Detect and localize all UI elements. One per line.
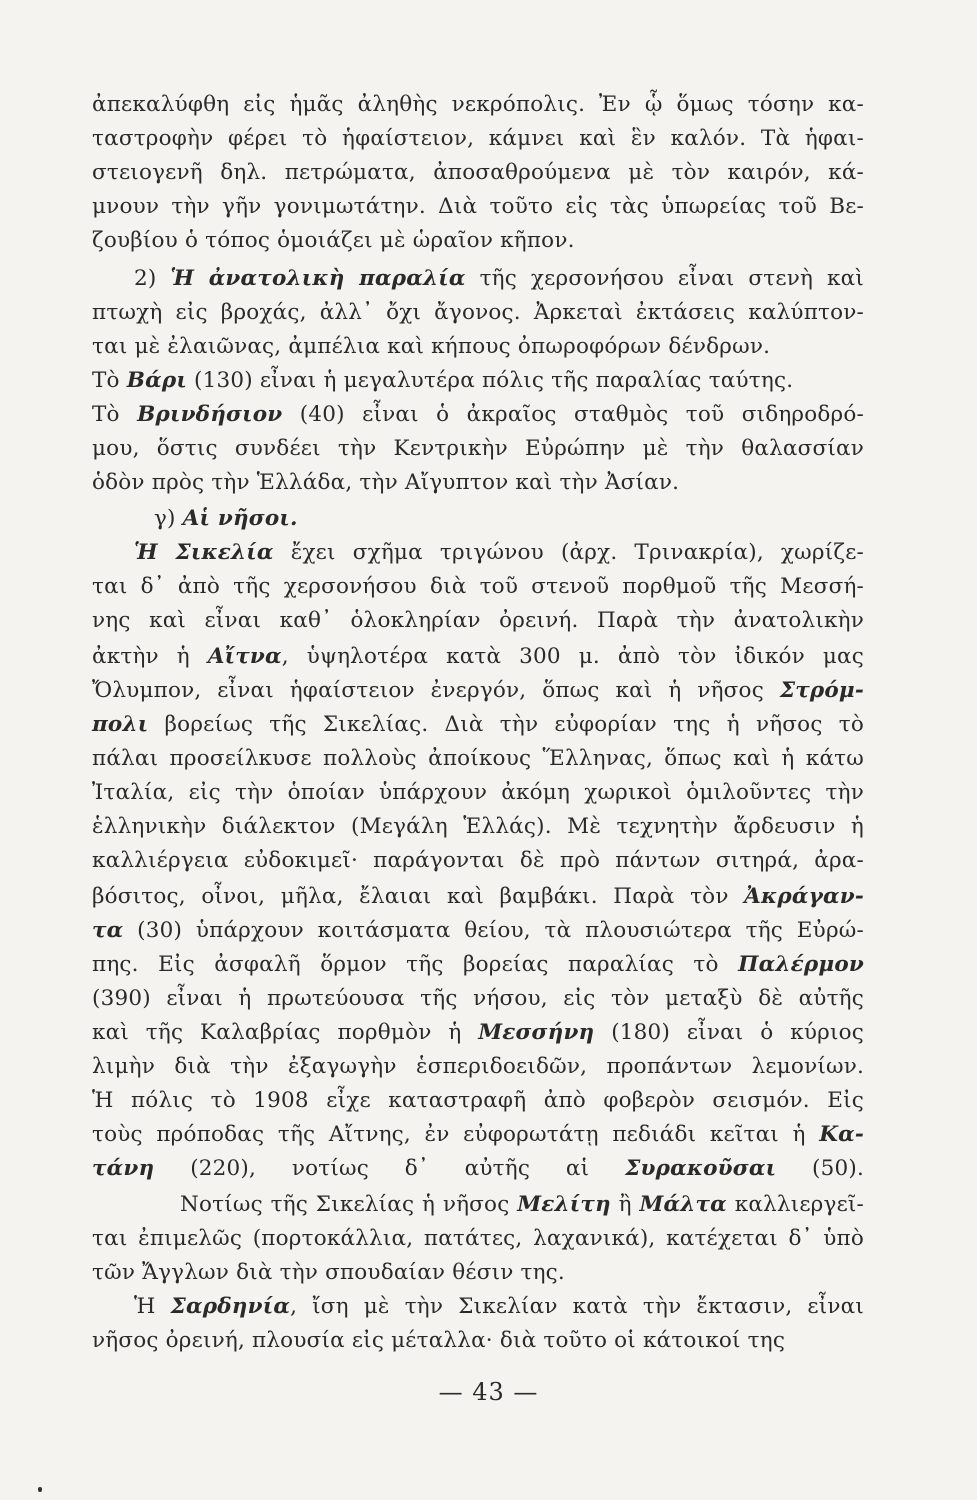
text-line (92, 948, 864, 981)
text-line (92, 640, 864, 673)
text-segment: μνουν τὴν γῆν γονιμωτάτην. Διὰ τοῦτο εἰς τὰς ὑπωρείας τοῦ Βε- (92, 194, 864, 219)
text-segment: Ἰταλία, εἰς τὴν ὁποίαν ὑπάρχουν ἀκόμη χωρικοὶ ὁμιλοῦντες τὴν (92, 780, 864, 805)
text-line (92, 604, 864, 637)
emphasized-term: Στρόμ- (779, 678, 864, 703)
text-line (92, 330, 864, 363)
text-segment: Ὄλυμπον, εἶναι ἡφαίστειον ἐνεργόν, ὅπως καὶ ἡ νῆσος (92, 678, 780, 703)
text-segment: (130) εἶναι ἡ μεγαλυτέρα πόλις τῆς παραλίας ταύτης. (186, 368, 794, 393)
emphasized-term: Ἀκράγαν- (744, 884, 864, 909)
text-segment: Τὸ (92, 368, 127, 393)
text-segment: τῶν Ἄγγλων διὰ τὴν σπουδαίαν θέσιν της. (92, 1260, 565, 1285)
text-segment: (40) εἶναι ὁ ἀκραῖος σταθμὸς τοῦ σιδηροδρό- (282, 402, 865, 427)
text-segment: , ἴση μὲ τὴν Σικελίαν κατὰ τὴν ἔκτασιν, εἶναι (290, 1294, 864, 1319)
text-segment: νῆσος ὀρεινή, πλουσία εἰς μέταλλα· διὰ τοῦτο οἱ κάτοικοί της (92, 1328, 786, 1353)
text-segment: ἔχει σχῆμα τριγώνου (ἀρχ. Τρινακρία), χωρίζε- (273, 540, 865, 565)
text-segment: (180) εἶναι ὁ κύριος (594, 1020, 864, 1045)
text-segment: ταστροφὴν φέρει τὸ ἡφαίστειον, κάμνει καὶ ἓν καλόν. Τὰ ἡφαι- (92, 126, 864, 151)
emphasized-term: Βρινδήσιον (137, 402, 283, 427)
text-segment: καλλιέργεια εὐδοκιμεῖ· παράγονται δὲ πρὸ πάντων σιτηρά, ἀρα- (92, 848, 864, 873)
text-segment: ἢ (610, 1192, 640, 1217)
text-line (92, 810, 864, 843)
emphasized-term: Συρακοῦσαι (625, 1156, 777, 1181)
emphasized-term: Αἴτνα (207, 644, 282, 669)
text-line (92, 742, 864, 775)
text-segment: ἑλληνικὴν διάλεκτον (Μεγάλη Ἑλλάς). Μὲ τεχνητὴν ἄρδευσιν ἡ (92, 814, 864, 839)
text-line (92, 844, 864, 877)
text-segment: καλλιεργεῖ- (726, 1192, 865, 1217)
text-segment: ζουβίου ὁ τόπος ὁμοιάζει μὲ ὡραῖον κῆπον. (92, 228, 575, 253)
text-line (154, 502, 864, 535)
text-segment: καὶ τῆς Καλαβρίας πορθμὸν ἡ (92, 1020, 479, 1045)
text-segment: πης. Εἰς ἀσφαλῆ ὅρμον τῆς βορείας παραλίας τὸ (92, 952, 739, 977)
emphasized-term: Σαρδηνία (170, 1294, 291, 1319)
text-segment: ἀκτὴν ἡ (92, 644, 208, 669)
text-line (92, 1324, 864, 1357)
text-line (92, 776, 864, 809)
text-segment: τοὺς πρόποδας τῆς Αἴτνης, ἐν εὐφορωτάτῃ πεδιάδι κεῖται ἡ (92, 1122, 820, 1147)
text-segment: βόσιτος, οἶνοι, μῆλα, ἔλαιαι καὶ βαμβάκι. Παρὰ τὸν (92, 884, 745, 909)
text-segment: νης καὶ εἶναι καθ᾽ ὁλοκληρίαν ὀρεινή. Παρὰ τὴν ἀνατολικὴν (92, 608, 864, 633)
text-line (92, 982, 864, 1015)
emphasized-term: Παλέρμον (738, 952, 864, 977)
text-line (92, 364, 864, 397)
emphasized-term: Ἡ ἀνατολικὴ παραλία (170, 266, 466, 291)
emphasized-term: τα (92, 918, 124, 943)
text-segment: (50). (776, 1156, 864, 1181)
text-line (92, 224, 864, 257)
text-line (134, 262, 864, 295)
text-line (92, 1256, 864, 1289)
text-segment: πάλαι προσείλκυσε πολλοὺς ἀποίκους Ἕλληνας, ὅπως καὶ ἡ κάτω (92, 746, 864, 771)
text-segment: ται δ᾽ ἀπὸ τῆς χερσονήσου διὰ τοῦ στενοῦ πορθμοῦ τῆς Μεσσή- (92, 574, 864, 599)
emphasized-term: Μελίτη (517, 1192, 611, 1217)
text-segment: ται ἐπιμελῶς (πορτοκάλλια, πατάτες, λαχανικά), κατέχεται δ᾽ ὑπὸ (92, 1226, 864, 1251)
emphasized-term: πολι (92, 712, 149, 737)
text-line (134, 536, 864, 569)
text-segment: πτωχὴ εἰς βροχάς, ἀλλ᾽ ὄχι ἄγονος. Ἀρκεταὶ ἐκτάσεις καλύπτον- (92, 300, 864, 325)
text-line (92, 156, 864, 189)
text-segment: (220), νοτίως δ᾽ αὐτῆς αἱ (154, 1156, 626, 1181)
emphasized-term: Ἡ Σικελία (134, 540, 274, 565)
text-line (92, 1222, 864, 1255)
text-line (92, 1016, 864, 1049)
text-segment: (390) εἶναι ἡ πρωτεύουσα τῆς νήσου, εἰς τὸν μεταξὺ δὲ αὐτῆς (92, 986, 864, 1011)
text-segment: Νοτίως τῆς Σικελίας ἡ νῆσος (180, 1192, 518, 1217)
text-segment: 2) (134, 266, 171, 291)
text-segment: (30) ὑπάρχουν κοιτάσματα θείου, τὰ πλουσιώτερα τῆς Εὐρώ- (123, 918, 864, 943)
text-line (92, 432, 864, 465)
text-segment: μου, ὅστις συνδέει τὴν Κεντρικὴν Εὐρώπην μὲ τὴν θαλασσίαν (92, 436, 864, 461)
text-segment: , ὑψηλοτέρα κατὰ 300 μ. ἀπὸ τὸν ἰδικόν μας (281, 644, 865, 669)
text-line (92, 914, 864, 947)
text-line (92, 708, 864, 741)
text-segment: λιμὴν διὰ τὴν ἐξαγωγὴν ἑσπεριδοειδῶν, προπάντων λεμονίων. (92, 1054, 864, 1079)
text-segment: βορείως τῆς Σικελίας. Διὰ τὴν εὐφορίαν της ἡ νῆσος τὸ (148, 712, 864, 737)
text-line (92, 190, 864, 223)
text-line (92, 1152, 864, 1185)
text-line (180, 1188, 864, 1221)
text-line (92, 570, 864, 603)
emphasized-term: Μάλτα (639, 1192, 727, 1217)
text-segment: γ) (154, 506, 183, 531)
text-line (134, 1290, 864, 1323)
text-line (92, 296, 864, 329)
emphasized-term: Μεσσήνη (478, 1020, 595, 1045)
text-line (92, 88, 864, 121)
text-segment: ἀπεκαλύφθη εἰς ἡμᾶς ἀληθὴς νεκρόπολις. Ἐν ᾧ ὅμως τόσην κα- (92, 92, 864, 117)
text-line (92, 1050, 864, 1083)
text-line (92, 1084, 864, 1117)
page-number: — 43 — (438, 1378, 539, 1406)
text-segment: Ἡ (134, 1294, 171, 1319)
emphasized-term: Κα- (819, 1122, 864, 1147)
text-segment: ται μὲ ἐλαιῶνας, ἀμπέλια καὶ κήπους ὀπωροφόρων δένδρων. (92, 334, 771, 359)
text-line (92, 398, 864, 431)
text-line (92, 122, 864, 155)
text-line (92, 466, 864, 499)
text-segment: Τὸ (92, 402, 138, 427)
text-segment: Ἡ πόλις τὸ 1908 εἶχε καταστραφῆ ἀπὸ φοβερὸν σεισμόν. Εἰς (92, 1088, 864, 1113)
text-line (92, 880, 864, 913)
ink-speck (38, 1487, 42, 1492)
text-line (92, 1118, 864, 1151)
text-segment: στειογενῆ δηλ. πετρώματα, ἀποσαθρούμενα μὲ τὸν καιρόν, κά- (92, 160, 864, 185)
text-segment: ὁδὸν πρὸς τὴν Ἑλλάδα, τὴν Αἴγυπτον καὶ τὴν Ἀσίαν. (92, 470, 680, 495)
text-segment: τῆς χερσονήσου εἶναι στενὴ καὶ (465, 266, 864, 291)
emphasized-term: Αἱ νῆσοι. (182, 506, 298, 531)
text-line (92, 674, 864, 707)
emphasized-term: τάνη (92, 1156, 155, 1181)
emphasized-term: Βάρι (126, 368, 187, 393)
